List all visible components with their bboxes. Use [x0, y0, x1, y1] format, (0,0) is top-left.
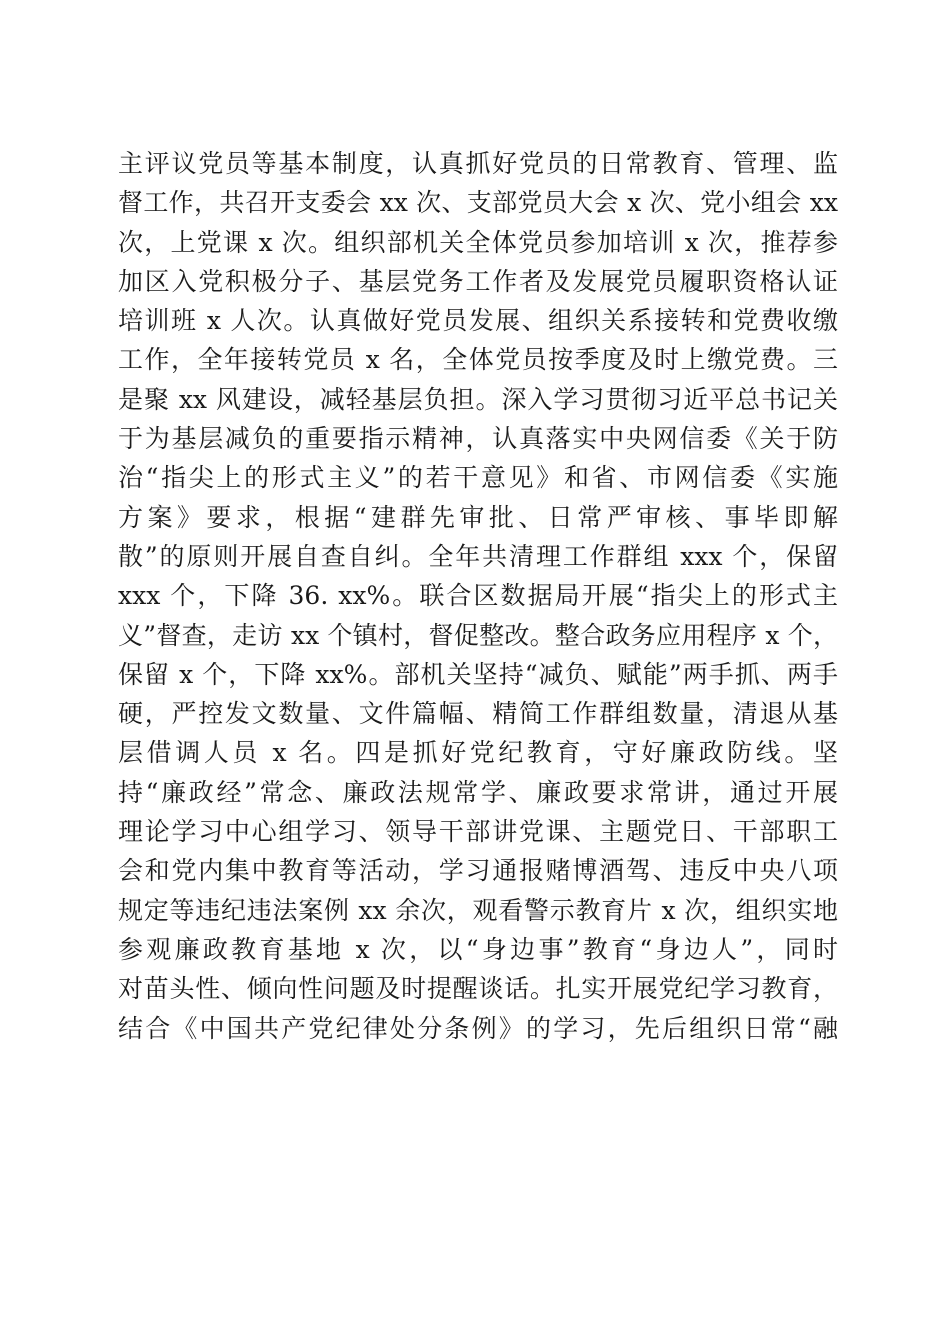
text-line: 硬，严控发文数量、文件篇幅、精简工作群组数量，清退从基	[118, 699, 838, 729]
body-paragraph	[118, 144, 838, 1048]
text-line: 工作，全年接转党员 x 名，全体党员按季度及时上缴党费。三	[118, 345, 838, 375]
text-line: 层借调人员 x 名。四是抓好党纪教育，守好廉政防线。坚	[118, 738, 838, 768]
text-line: 持“廉政经”常念、廉政法规常学、廉政要求常讲，通过开展	[118, 777, 838, 807]
text-line: 参观廉政教育基地 x 次，以“身边事”教育“身边人”，同时	[118, 934, 838, 964]
text-line: 于为基层减负的重要指示精神，认真落实中央网信委《关于防	[118, 424, 838, 454]
text-line: 是聚 xx 风建设，减轻基层负担。深入学习贯彻习近平总书记关	[118, 384, 838, 414]
text-line: 保留 x 个，下降 xx%。部机关坚持“减负、赋能”两手抓、两手	[118, 659, 838, 689]
text-line: 加区入党积极分子、基层党务工作者及发展党员履职资格认证	[118, 266, 838, 296]
text-line: 理论学习中心组学习、领导干部讲党课、主题党日、干部职工	[118, 817, 838, 847]
text-line: 会和党内集中教育等活动，学习通报赌博酒驾、违反中央八项	[118, 856, 838, 886]
text-line: 次，上党课 x 次。组织部机关全体党员参加培训 x 次，推荐参	[118, 227, 838, 257]
text-line: 督工作，共召开支委会 xx 次、支部党员大会 x 次、党小组会 xx	[118, 188, 838, 218]
text-line: 主评议党员等基本制度，认真抓好党员的日常教育、管理、监	[118, 149, 838, 178]
text-line: 结合《中国共产党纪律处分条例》的学习，先后组织日常“融	[118, 1013, 838, 1043]
text-line: 义”督查，走访 xx 个镇村，督促整改。整合政务应用程序 x 个，	[118, 620, 838, 650]
text-line: 培训班 x 人次。认真做好党员发展、组织关系接转和党费收缴	[118, 306, 838, 336]
text-line: 散”的原则开展自查自纠。全年共清理工作群组 xxx 个，保留	[118, 541, 838, 571]
text-line: 方案》要求，根据“建群先审批、日常严审核、事毕即解	[118, 502, 838, 532]
text-line: 治“指尖上的形式主义”的若干意见》和省、市网信委《实施	[118, 463, 838, 493]
text-line: xxx 个，下降 36. xx%。联合区数据局开展“指尖上的形式主	[118, 581, 838, 611]
text-line: 对苗头性、倾向性问题及时提醒谈话。扎实开展党纪学习教育，	[118, 974, 838, 1004]
text-line: 规定等违纪违法案例 xx 余次，观看警示教育片 x 次，组织实地	[118, 895, 838, 925]
